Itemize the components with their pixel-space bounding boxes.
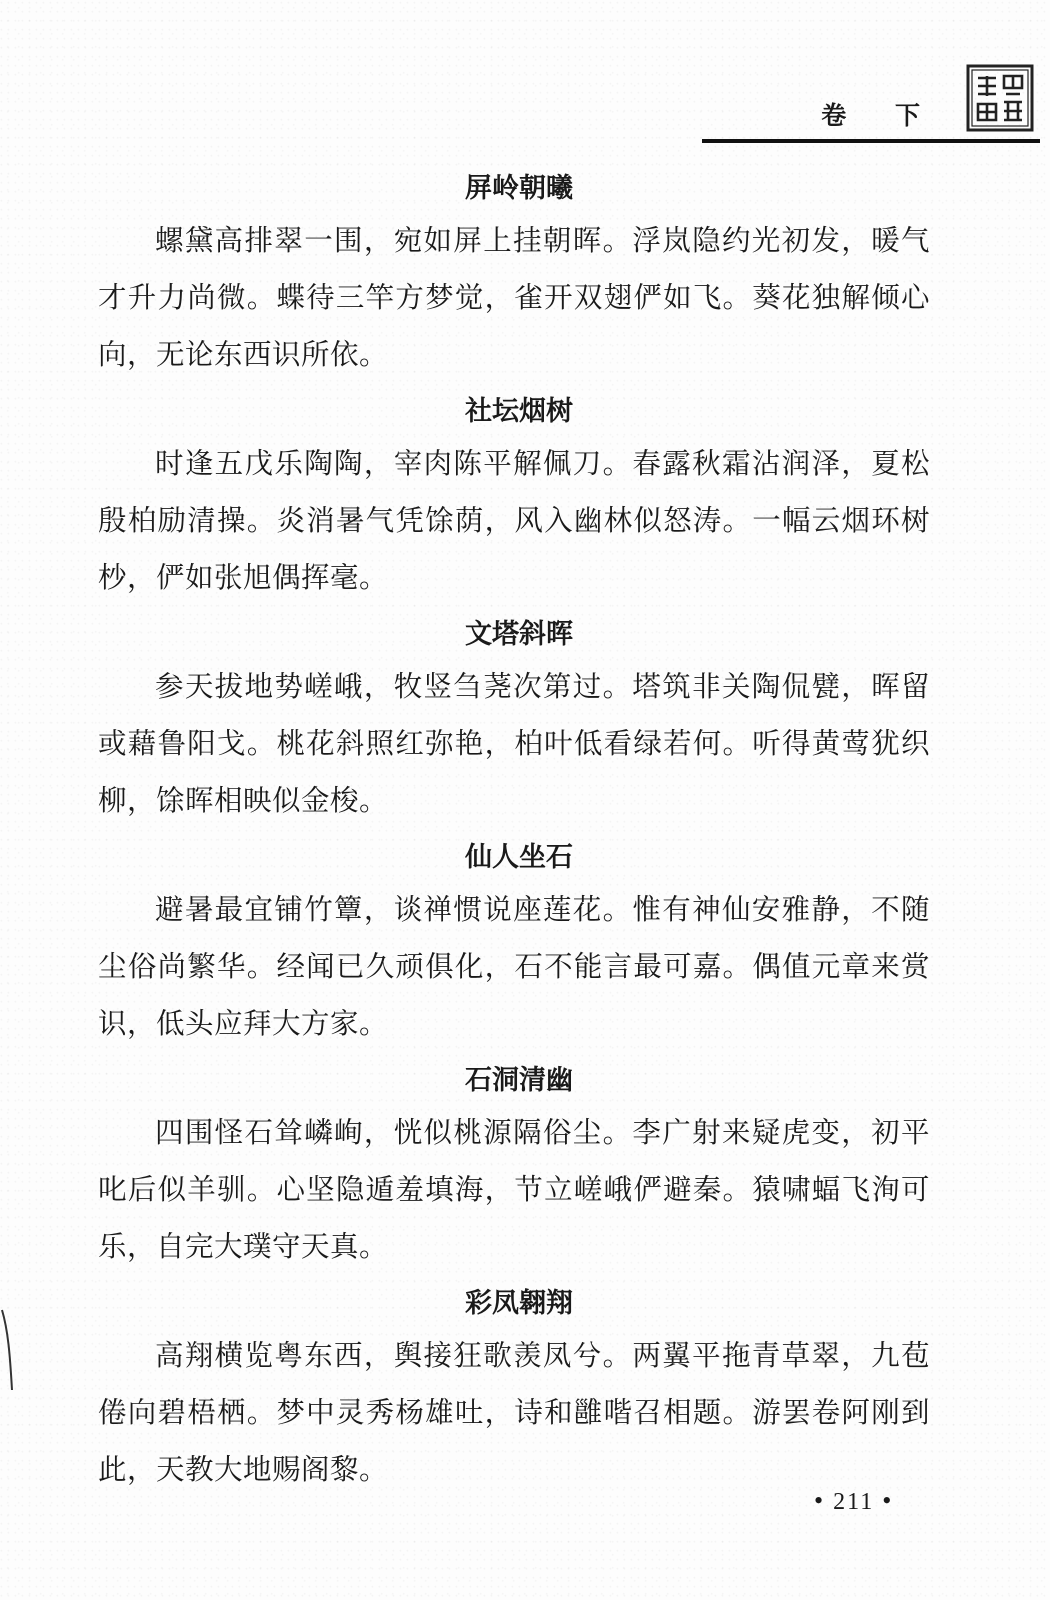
- poem: [98, 1281, 930, 1498]
- poem-title: 石洞清幽: [465, 1065, 573, 1096]
- poem: [98, 166, 930, 383]
- poem: [98, 612, 930, 829]
- scan-edge-mark: [0, 1300, 30, 1410]
- poem-title: 仙人坐石: [465, 842, 573, 873]
- poem-body: 参天拔地势嵯峨，牧竖刍荛次第过。塔筑非关陶侃甓，晖留或藉鲁阳戈。桃花斜照红弥艳，柏叶低看绿若何。听得黄莺犹织柳，馀晖相映似金梭。: [98, 670, 930, 817]
- seal-stamp-icon: [966, 64, 1034, 132]
- page-number-value: 211: [833, 1489, 875, 1515]
- page-number: [806, 1486, 901, 1516]
- poem-title: 文塔斜晖: [465, 619, 573, 650]
- poem-body: 螺黛高排翠一围，宛如屏上挂朝晖。浮岚隐约光初发，暖气才升力尚微。蝶待三竿方梦觉，雀开双翅俨如飞。葵花独解倾心向，无论东西识所依。: [98, 224, 930, 371]
- poem: [98, 1058, 930, 1275]
- poem: [98, 389, 930, 606]
- poem-collection: [98, 166, 930, 1504]
- poem-body: 四围怪石耸嶙峋，恍似桃源隔俗尘。李广射来疑虎变，初平叱后似羊驯。心坚隐遁羞填海，节立嵯峨俨避秦。猿啸蝠飞洵可乐，自完大璞守天真。: [98, 1116, 930, 1263]
- poem-title: 彩凤翱翔: [465, 1288, 573, 1319]
- poem-body: 避暑最宜铺竹簟，谈禅惯说座莲花。惟有神仙安雅静，不随尘俗尚繁华。经闻已久顽俱化，石不能言最可嘉。偶值元章来赏识，低头应拜大方家。: [98, 893, 930, 1040]
- page-number-bullet-left: •: [814, 1486, 826, 1515]
- poem-title: 屏岭朝曦: [465, 173, 573, 204]
- poem-body: 高翔横览粤东西，舆接狂歌羡凤兮。两翼平拖青草翠，九苞倦向碧梧栖。梦中灵秀杨雄吐，诗和雝喈召相题。游罢卷阿刚到此，天教大地赐阁黎。: [98, 1339, 930, 1486]
- poem-title: 社坛烟树: [465, 396, 573, 427]
- page-number-bullet-right: •: [882, 1486, 894, 1515]
- running-head: 卷 下: [821, 101, 940, 130]
- header-rule: [702, 139, 1040, 143]
- poem-body: 时逢五戊乐陶陶，宰肉陈平解佩刀。春露秋霜沾润泽，夏松殷柏励清操。炎消暑气凭馀荫，风入幽林似怒涛。一幅云烟环树杪，俨如张旭偶挥毫。: [98, 447, 930, 594]
- poem: [98, 835, 930, 1052]
